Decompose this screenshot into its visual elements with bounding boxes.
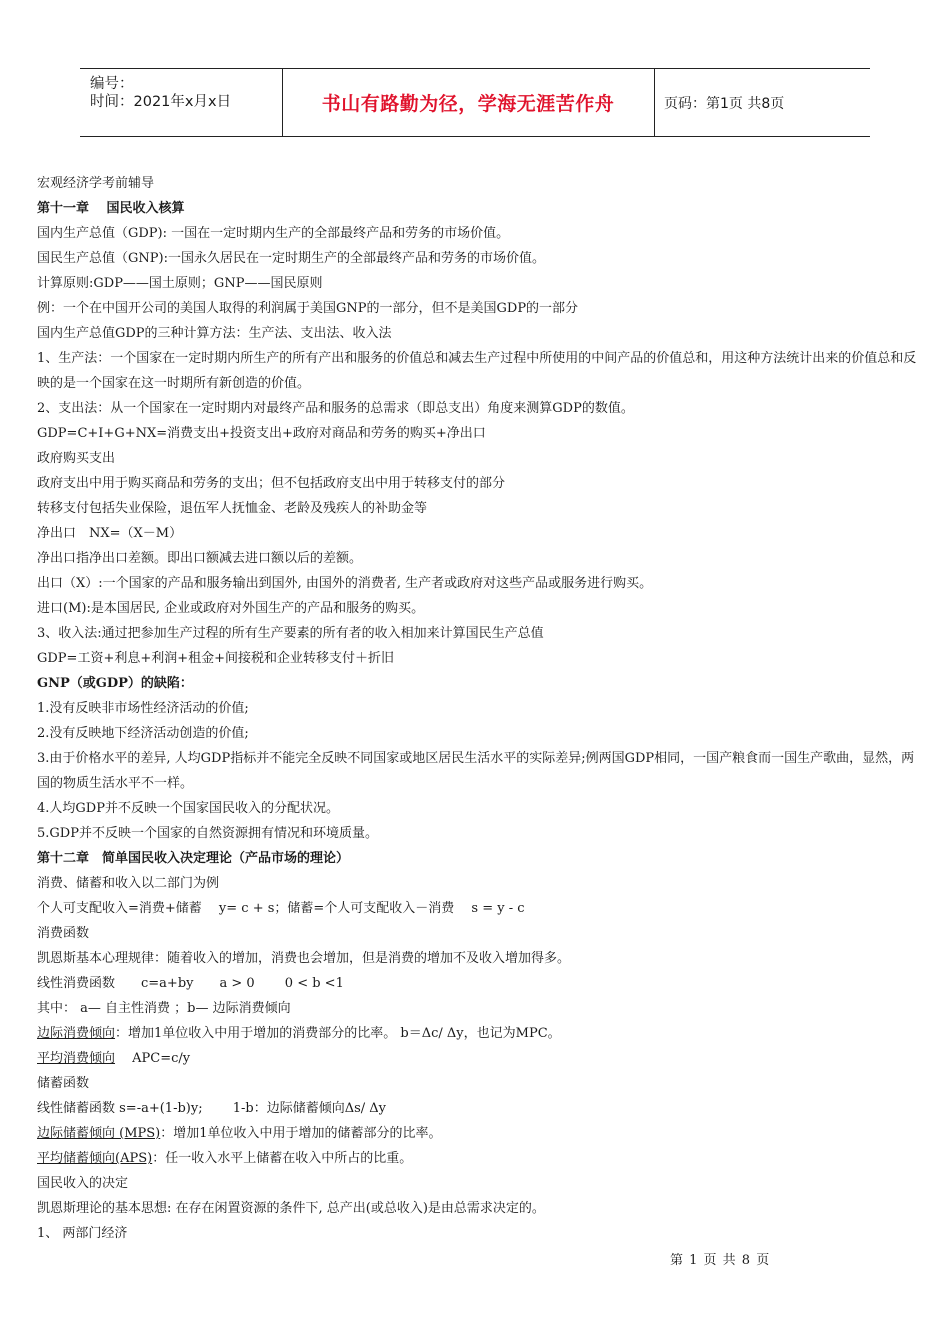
mpc-term: 边际消费倾向 — [37, 1026, 116, 1041]
mps-desc: ：增加1单位收入中用于增加的储蓄部分的比率。 — [160, 1126, 442, 1141]
disposable-income: 个人可支配收入=消费+储蓄 y= c + s；储蓄=个人可支配收入－消费 s = y - c — [37, 901, 525, 916]
consumption-function-heading: 消费函数 — [37, 926, 90, 941]
flaw-item: 3.由于价格水平的差异, 人均GDP指标并不能完全反映不同国家或地区居民生活水平的实际差异;例两国GDP相同，一国产粮食而一国生产歌曲，显然，两国的物质生活水平不一样。 — [37, 751, 915, 791]
number-label: 编号： — [90, 76, 134, 92]
expenditure-method: 2、支出法：从一个国家在一定时期内对最终产品和服务的总需求（即总支出）角度来测算GDP的数值。 — [37, 401, 634, 416]
linear-consumption: 线性消费函数 c=a+by a > 0 0 < b <1 — [37, 976, 344, 991]
aps-line — [37, 1146, 917, 1171]
linear-saving: 线性储蓄函数 s=-a+(1-b)y; 1-b：边际储蓄倾向Δs/ Δy — [37, 1101, 387, 1116]
mps-line — [37, 1121, 917, 1146]
document-body — [37, 171, 917, 1246]
production-method: 1、生产法：一个国家在一定时期内所生产的所有产出和服务的价值总和减去生产过程中所使用的中间产品的价值总和，用这种方法统计出来的价值总和反映的是一个国家在这一时期所有新创造的价值。 — [37, 351, 917, 391]
mps-term: 边际储蓄倾向 (MPS) — [37, 1126, 161, 1141]
gnp-definition: 国民生产总值（GNP):一国永久居民在一定时期生产的全部最终产品和劳务的市场价值。 — [37, 251, 545, 266]
flaw-item: 4.人均GDP并不反映一个国家国民收入的分配状况。 — [37, 801, 339, 816]
gov-purchase-desc: 政府支出中用于购买商品和劳务的支出；但不包括政府支出中用于转移支付的部分 — [37, 476, 506, 491]
example-line: 例：一个在中国开公司的美国人取得的利润属于美国GNP的一部分，但不是美国GDP的一部分 — [37, 301, 579, 316]
flaws-title: GNP（或GDP）的缺陷： — [37, 676, 193, 691]
two-sector-line: 消费、储蓄和收入以二部门为例 — [37, 876, 220, 891]
where-line: 其中： a— 自主性消费 ；b— 边际消费倾向 — [37, 1001, 291, 1016]
saving-function-heading: 储蓄函数 — [37, 1076, 90, 1091]
apc-term: 平均消费倾向 — [37, 1051, 116, 1066]
flaw-item: 2.没有反映地下经济活动创造的价值; — [37, 726, 249, 741]
export-definition: 出口（X）:一个国家的产品和服务输出到国外, 由国外的消费者, 生产者或政府对这些产品或服务进行购买。 — [37, 576, 653, 591]
calc-principle: 计算原则:GDP——国土原则；GNP——国民原则 — [37, 276, 323, 291]
gov-purchase-heading: 政府购买支出 — [37, 451, 116, 466]
aps-term: 平均储蓄倾向(APS) — [37, 1151, 153, 1166]
three-methods: 国内生产总值GDP的三种计算方法：生产法、支出法、收入法 — [37, 326, 392, 341]
keynes-law: 凯恩斯基本心理规律：随着收入的增加，消费也会增加，但是消费的增加不及收入增加得多。 — [37, 951, 571, 966]
flaw-item: 1.没有反映非市场性经济活动的价值; — [37, 701, 249, 716]
keynes-idea: 凯恩斯理论的基本思想: 在存在闲置资源的条件下, 总产出(或总收入)是由总需求决定的。 — [37, 1201, 545, 1216]
aps-desc: ：任一收入水平上储蓄在收入中所占的比重。 — [152, 1151, 413, 1166]
net-export-desc: 净出口指净出口差额。即出口额减去进口额以后的差额。 — [37, 551, 363, 566]
import-definition: 进口(M):是本国居民, 企业或政府对外国生产的产品和服务的购买。 — [37, 601, 425, 616]
two-sector-economy: 1、 两部门经济 — [37, 1226, 128, 1241]
gdp-definition: 国内生产总值（GDP): 一国在一定时期内生产的全部最终产品和劳务的市场价值。 — [37, 226, 510, 241]
mpc-line — [37, 1021, 917, 1046]
doc-title: 宏观经济学考前辅导 — [37, 176, 155, 191]
header-page-label: 页码：第1页 共8页 — [664, 95, 785, 112]
net-export-heading: 净出口 NX=（X－M） — [37, 526, 183, 541]
expenditure-formula: GDP=C+I+G+NX=消费支出+投资支出+政府对商品和劳务的购买+净出口 — [37, 426, 486, 441]
header-meta — [90, 75, 231, 111]
chapter-11-title: 第十一章 国民收入核算 — [37, 201, 185, 216]
income-formula: GDP=工资+利息+利润+租金+间接税和企业转移支付＋折旧 — [37, 651, 395, 666]
flaw-item: 5.GDP并不反映一个国家的自然资源拥有情况和环境质量。 — [37, 826, 378, 841]
apc-line — [37, 1046, 917, 1071]
header-table — [80, 68, 870, 137]
income-method: 3、收入法:通过把参加生产过程的所有生产要素的所有者的收入相加来计算国民生产总值 — [37, 626, 544, 641]
header-divider — [654, 69, 655, 136]
ni-determination-heading: 国民收入的决定 — [37, 1176, 129, 1191]
time-label: 时间：2021年x月x日 — [90, 94, 232, 110]
mpc-desc: ：增加1单位收入中用于增加的消费部分的比率。 b＝Δc/ Δy，也记为MPC。 — [115, 1026, 561, 1041]
apc-desc: APC=c/y — [115, 1051, 191, 1066]
chapter-12-title: 第十二章 简单国民收入决定理论（产品市场的理论） — [37, 851, 350, 866]
transfer-payments: 转移支付包括失业保险，退伍军人抚恤金、老龄及残疾人的补助金等 — [37, 501, 428, 516]
page-footer: 第 1 页 共 8 页 — [670, 1253, 771, 1268]
header-motto: 书山有路勤为径，学海无涯苦作舟 — [321, 93, 615, 115]
